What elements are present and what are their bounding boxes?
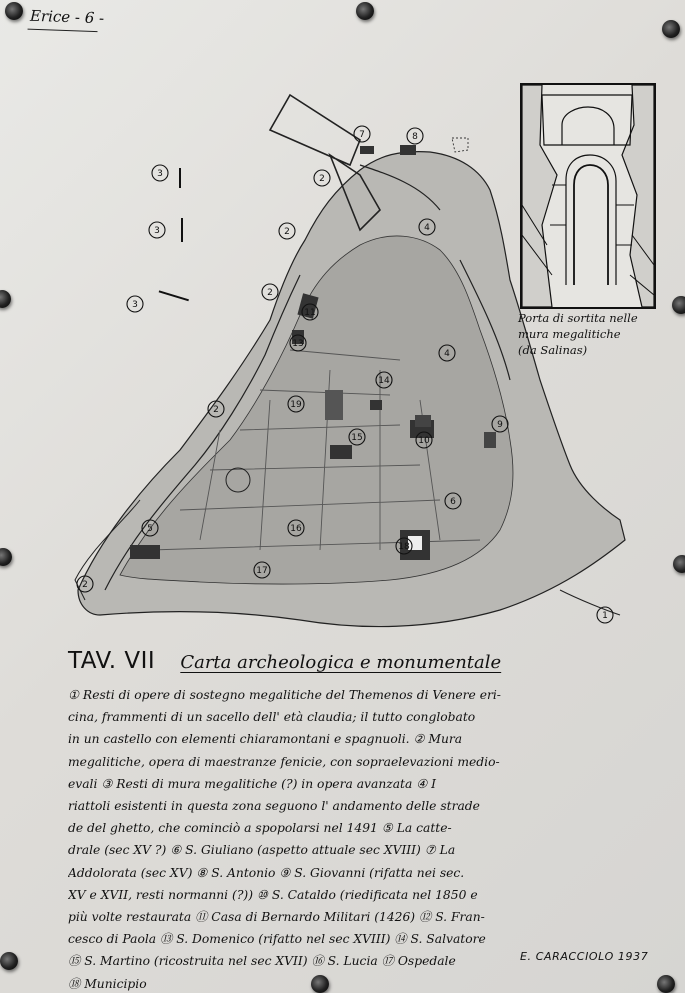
plate-heading xyxy=(68,648,501,674)
inset-caption-line: (da Salinas) xyxy=(518,343,588,357)
label-16: 16 xyxy=(290,524,302,534)
label-2c: 2 xyxy=(267,288,273,298)
pushpin xyxy=(657,975,675,993)
legend-line: Addolorata (sec XV) ⑧ S. Antonio ⑨ S. Giovanni (rifatta nei sec. xyxy=(68,865,465,880)
pushpin xyxy=(0,952,18,970)
label-10: 10 xyxy=(418,436,430,446)
pushpin xyxy=(5,2,23,20)
inset-caption-line: mura megalitiche xyxy=(518,327,621,341)
label-3b: 3 xyxy=(154,226,160,236)
legend-line: in un castello con elementi chiaramontani e spagnuoli. ② Mura xyxy=(68,732,463,747)
label-3c: 3 xyxy=(132,300,138,310)
label-2d: 2 xyxy=(213,405,219,415)
legend-line: riattoli esistenti in questa zona seguono l' andamento delle strade xyxy=(68,799,480,814)
author-signature: E. CARACCIOLO 1937 xyxy=(520,950,649,963)
legend-line: ⑱ Municipio xyxy=(68,976,147,991)
plate-title: Carta archeologica e monumentale xyxy=(180,652,502,673)
label-17: 17 xyxy=(256,566,268,576)
label-2e: 2 xyxy=(82,580,88,590)
label-18: 18 xyxy=(398,542,410,552)
plate-number: TAV. VII xyxy=(68,648,156,674)
pushpin xyxy=(356,2,374,20)
label-4a: 4 xyxy=(424,223,430,233)
legend-line: ⑮ S. Martino (ricostruita nel sec XVII) ⑯ S. Lucia ⑰ Ospedale xyxy=(68,954,456,969)
label-6: 6 xyxy=(450,497,456,507)
label-2a: 2 xyxy=(319,174,325,184)
label-5: 5 xyxy=(147,524,153,534)
legend-line: de del ghetto, che cominciò a spopolarsi nel 1491 ⑤ La catte- xyxy=(68,821,452,836)
legend-line: cina, frammenti di un sacello dell' età claudia; il tutto conglobato xyxy=(68,710,476,725)
inset-drawing xyxy=(520,83,656,309)
header-note-text: Erice - 6 - xyxy=(29,6,105,28)
label-19: 19 xyxy=(290,400,302,410)
postern-gate-sketch xyxy=(522,85,654,307)
label-2b: 2 xyxy=(284,227,290,237)
label-9: 9 xyxy=(497,420,503,430)
inset-caption xyxy=(518,310,678,358)
pushpin xyxy=(673,555,685,573)
pushpin xyxy=(662,20,680,38)
legend-line: ① Resti di opere di sostegno megalitiche del Themenos di Venere eri- xyxy=(68,688,501,702)
legend-line: megalitiche, opera di maestranze fenicie, con sopraelevazioni medio- xyxy=(68,754,500,769)
legend-line: XV e XVII, resti normanni (?)) ⑩ S. Cataldo (riedificata nel 1850 e xyxy=(68,887,478,902)
label-13: 13 xyxy=(292,339,304,349)
label-8: 8 xyxy=(412,132,418,142)
inset-caption-line: Porta di sortita nelle xyxy=(518,311,638,325)
header-note xyxy=(30,7,105,28)
label-15: 15 xyxy=(351,433,363,443)
label-4b: 4 xyxy=(444,349,450,359)
pushpin xyxy=(0,290,11,308)
label-14: 14 xyxy=(378,376,390,386)
legend-line: più volte restaurata ⑪ Casa di Bernardo Militari (1426) ⑫ S. Fran- xyxy=(68,910,485,925)
legend-line: evali ③ Resti di mura megalitiche (?) in opera avanzata ④ I xyxy=(68,776,437,791)
legend-line: cesco di Paola ⑬ S. Domenico (rifatto nel sec XVIII) ⑭ S. Salvatore xyxy=(68,932,486,947)
label-11: 11 xyxy=(304,308,316,318)
label-7: 7 xyxy=(359,130,365,140)
legend-text xyxy=(68,684,638,993)
pushpin xyxy=(0,548,12,566)
legend-line: drale (sec XV ?) ⑥ S. Giuliano (aspetto attuale sec XVIII) ⑦ La xyxy=(68,843,456,858)
label-3a: 3 xyxy=(157,169,163,179)
label-1: 1 xyxy=(602,611,608,621)
